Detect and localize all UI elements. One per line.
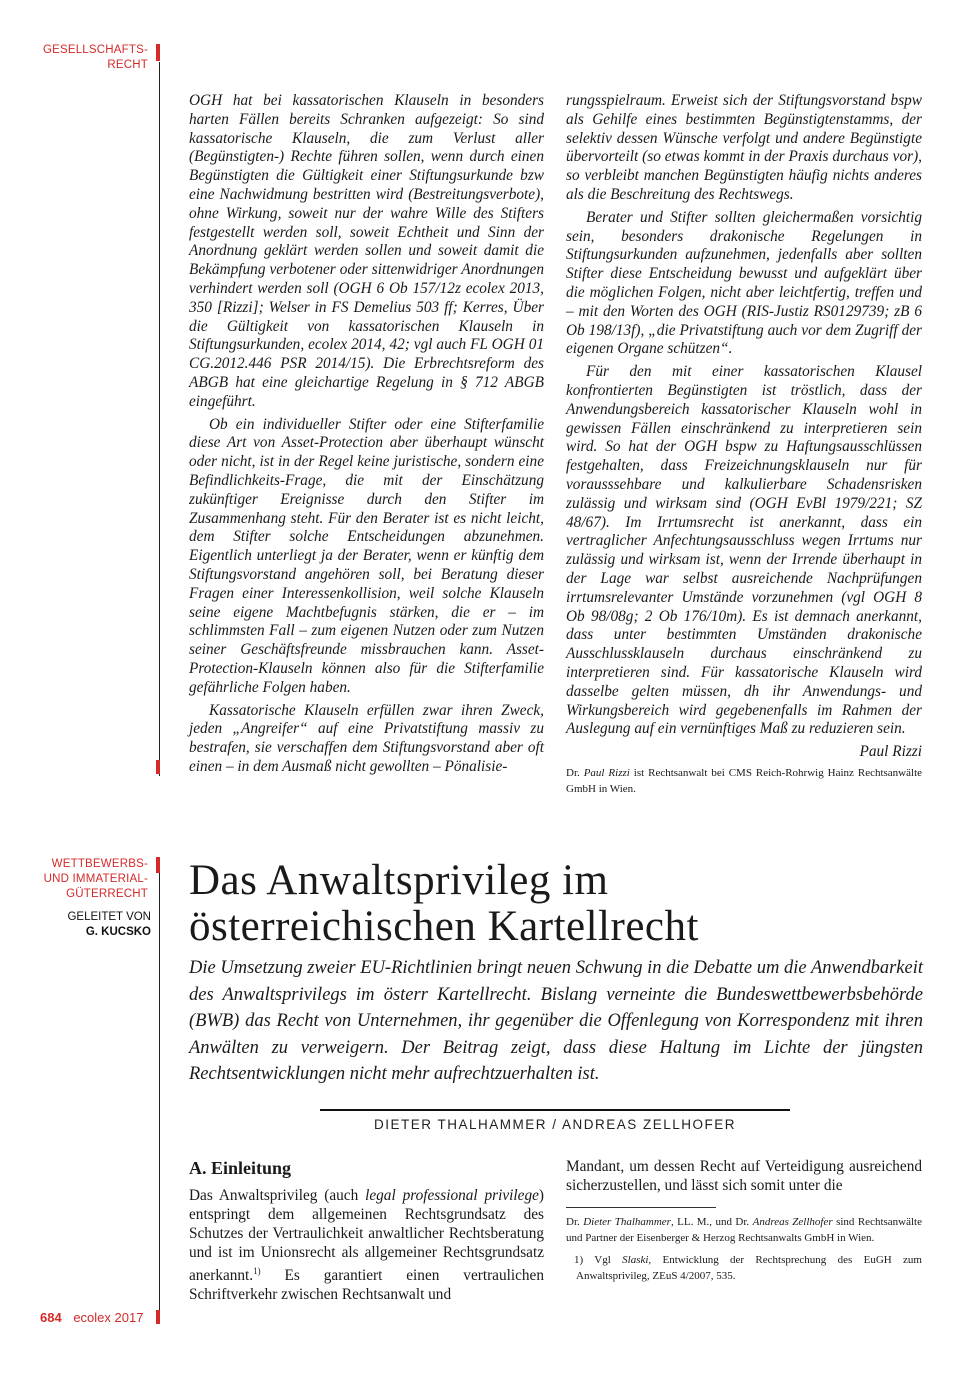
- text-run: Es garantiert einen vertraulichen Schriftverkehr zwischen Rechtsanwalt und: [189, 1267, 544, 1304]
- fn-name: Slaski: [622, 1254, 649, 1266]
- title-line: österreichischen Kartellrecht: [189, 903, 699, 950]
- section-label-gesellschaftsrecht: [20, 43, 148, 73]
- footnote-ref: 1): [253, 1266, 261, 1276]
- editor-line: GELEITET VON: [67, 911, 151, 923]
- section-label-wettbewerbsrecht: [20, 857, 148, 902]
- fn-text: , LL. M., und Dr.: [670, 1216, 753, 1228]
- section-marker: [156, 44, 160, 61]
- section-label-line: GESELLSCHAFTS-: [42, 44, 148, 56]
- continued-paragraph: Mandant, um dessen Recht auf Verteidigung ausreichend sicherzustellen, und lässt sich somit unter die: [566, 1158, 922, 1194]
- margin-rule: [159, 62, 160, 776]
- fn-text: Vgl: [583, 1254, 623, 1266]
- section-label-line: RECHT: [107, 59, 148, 71]
- upper-left-column: [189, 92, 544, 777]
- fn-name: Andreas Zellhofer: [752, 1216, 833, 1228]
- section-label-line: UND IMMATERIAL-: [43, 873, 148, 885]
- editor-name: G. KUCSKO: [85, 926, 151, 938]
- text-run: ) entspringt dem allgemeinen Rechtsgrundsatz des Schutzes der Vertraulichkeit anwaltlicher Rechtsberatung und ist im Unionsrecht als allgemeiner Rechtsgrundsatz anerkannt.: [189, 1187, 544, 1285]
- section-marker: [156, 760, 160, 774]
- section-heading: A. Einleitung: [189, 1158, 292, 1178]
- paragraph: OGH hat bei kassatorischen Klauseln in besonders harten Fällen bereits Schranken aufgezeigt: So sind kassatorische Klauseln, die zum Verlust aller (Begünstigten-) Rechte führen sollen, wenn durch einen Begünstigten die Gültigkeit einer Stiftungsurkunde bzw eine Nachwidmung bestritten wird (Bestreitungsverbote), ohne Wirkung, soweit nur der wahre Wille des Stifters festgestellt werden soll, soweit Echtheit und Sinn der Anordnung geklärt werden sollen und soweit damit die Bekämpfung verbotener oder sittenwidriger Anordnungen verhindert werden soll (OGH 6 Ob 157/12z ecolex 2013, 350 [Rizzi]; Welser in FS Demelius 503 ff; Kerres, Über die Gültigkeit von kassatorischen Klauseln in Stiftungsurkunden, ecolex 2014, 42; vgl auch FL OGH 01 CG.2012.446 PSR 2014/15). Die Erbrechtsreform des ABGB hat eine gleichartige Regelung in § 712 ABGB eingeführt.: [189, 92, 544, 410]
- bio-text: ist Rechtsanwalt bei CMS Reich-Rohrwig Hainz Rechtsanwälte GmbH in Wien.: [566, 766, 923, 795]
- author-bio: [566, 765, 922, 797]
- footnote-divider: [566, 1207, 716, 1208]
- paragraph: Kassatorische Klauseln erfüllen zwar ihren Zweck, jeden „Angreifer“ auf eine Privatstiftung massiv zu bestrafen, sie verschaffen dem Stiftungsvorstand aber oft einen – in dem Ausmaß nicht gewollten – Pönalisie-: [189, 701, 544, 775]
- lower-left-column: [189, 1158, 544, 1304]
- paragraph: Ob ein individueller Stifter oder eine Stifterfamilie diese Art von Asset-Protection aber überhaupt wünscht oder nicht, ist in der Regel keine juristische, sondern eine Befindlichkeits-Frage, die mit der Einschätzung zukünftiger Ereignisse durch den Stifter im Zusammenhang steht. Für den Berater ist es nicht leicht, dem Stifter solche Entscheidungen abzunehmen. Eigentlich unterliegt ja der Berater, wenn er künftig dem Stiftungsvorstand angehören soll, bei Beratung dieser Fragen einer Interessenkollision, weil solche Klauseln seine eigene Machtbefugnis stärken, die er – im schlimmsten Fall – zum eigenen Nutzen oder zum Nutzen seiner Geschäftsfreunde missbrauchen kann. Asset-Protection-Klauseln können also für die Stifterfamilie gefährliche Folgen haben.: [189, 415, 544, 696]
- paragraph: rungsspielraum. Erweist sich der Stiftungsvorstand bspw als Gehilfe eines bestimmten Begünstigtenstamms, der selektiv dessen Wünsche verfolgt und andere Begünstigte übervorteilt (so etwas kommt in der Praxis durchaus vor), so verbleibt manchen Begünstigten häufig nichts anderes als die Beschreitung des Rechtswegs.: [566, 92, 922, 203]
- page-number: 684: [40, 1310, 62, 1325]
- fn-text: sind Rechtsanwälte und Partner der Eisenberger & Herzog Rechtsanwalts GmbH in Wien.: [566, 1216, 922, 1244]
- section-label-line: WETTBEWERBS-: [51, 858, 148, 870]
- section-label-line: GÜTERRECHT: [66, 888, 148, 900]
- journal-name: ecolex 2017: [73, 1310, 144, 1325]
- intro-paragraph: [189, 1186, 544, 1304]
- footnote-1: [566, 1252, 922, 1284]
- fn-name: Dieter Thalhammer: [583, 1216, 671, 1228]
- upper-right-column: [566, 92, 922, 797]
- section-editor: [20, 910, 151, 940]
- text-run: Das Anwaltsprivileg (auch: [189, 1187, 366, 1204]
- author-signature: Paul Rizzi: [859, 743, 922, 761]
- section-marker: [156, 1310, 160, 1324]
- bio-name: Paul Rizzi: [583, 766, 630, 779]
- author-footnote: [566, 1214, 922, 1246]
- fn-number: 1): [574, 1254, 584, 1266]
- page-footer: [40, 1310, 143, 1325]
- lower-right-column: [566, 1157, 922, 1284]
- authors-rule: [320, 1109, 790, 1111]
- fn-text: , Entwicklung der Rechtsprechung des EuGH zum Anwaltsprivileg, ZEuS 4/2007, 535.: [576, 1254, 922, 1282]
- article-authors: DIETER THALHAMMER / ANDREAS ZELLHOFER: [373, 1117, 737, 1132]
- title-line: Das Anwaltsprivileg im: [189, 857, 609, 904]
- article-title: [189, 858, 929, 950]
- paragraph: Für den mit einer kassatorischen Klausel konfrontierten Begünstigten ist tröstlich, dass der Anwendungsbereich kassatorischer Klauseln wohl in gewissen Fällen einschränkend zu interpretieren sein wird. So hat der OGH bspw zu Haftungsausschlüssen festgehalten, dass Freizeichnungsklauseln nur für vorausssehbare und kalkulierbare Schadensrisken zulässig und wirksam sind (OGH EvBl 1979/221; SZ 48/67). Im Irrtumsrecht ist anerkannt, dass ein vertraglicher Anfechtungsausschluss wegen Irrtums nur zulässig und wirksam ist, wenn der Irrende überhaupt in der Lage war selbst ausreichende Nachprüfungen irrtumsrelevanter Umstände vorzunehmen (vgl OGH 8 Ob 98/08g; 2 Ob 176/10m). Es ist demnach anerkannt, dass unter bestimmten Umständen drakonische Ausschlussklauseln durchaus einschränkend zu interpretieren sind. Für kassatorische Klauseln wird dasselbe gelten müssen, dh ihr Anwendungs- und Wirkungsbereich wird gegebenenfalls im Rahmen der Auslegung auf ein vernünftiges Maß zu reduzieren sein.: [566, 363, 922, 738]
- section-marker: [156, 857, 160, 873]
- fn-text: Dr.: [566, 1216, 584, 1228]
- paragraph: Berater und Stifter sollten gleichermaßen vorsichtig sein, besonders drakonische Regelungen in Stiftungsurkunden aufzunehmen, jedenfalls aber sollten Stifter diese Entscheidung bewusst und aufgeklärt über die möglichen Folgen, nicht aber leichtfertig, treffen und – mit den Worten des OGH (RIS-Justiz RS0129739; zB 6 Ob 198/13f), „die Privatstiftung auch vor dem Zugriff der eigenen Organe schützen“.: [566, 208, 922, 358]
- bio-text: Dr.: [566, 766, 584, 779]
- margin-rule: [159, 873, 160, 1323]
- text-italic: legal professional privilege: [365, 1187, 539, 1204]
- article-lead: Die Umsetzung zweier EU-Richtlinien bringt neuen Schwung in die Debatte um die Anwendbarkeit des Anwaltsprivilegs im österr Kartellrecht. Bislang verneinte die Bundeswettbewerbsbehörde (BWB) das Recht von Unternehmen, ihr gegenüber die Offenlegung von Korrespondenz mit ihren Anwälten zu verweigern. Der Beitrag zeigt, dass diese Haltung im Lichte der jüngsten Rechtsentwicklungen nicht mehr aufrechtzuerhalten ist.: [189, 958, 923, 1084]
